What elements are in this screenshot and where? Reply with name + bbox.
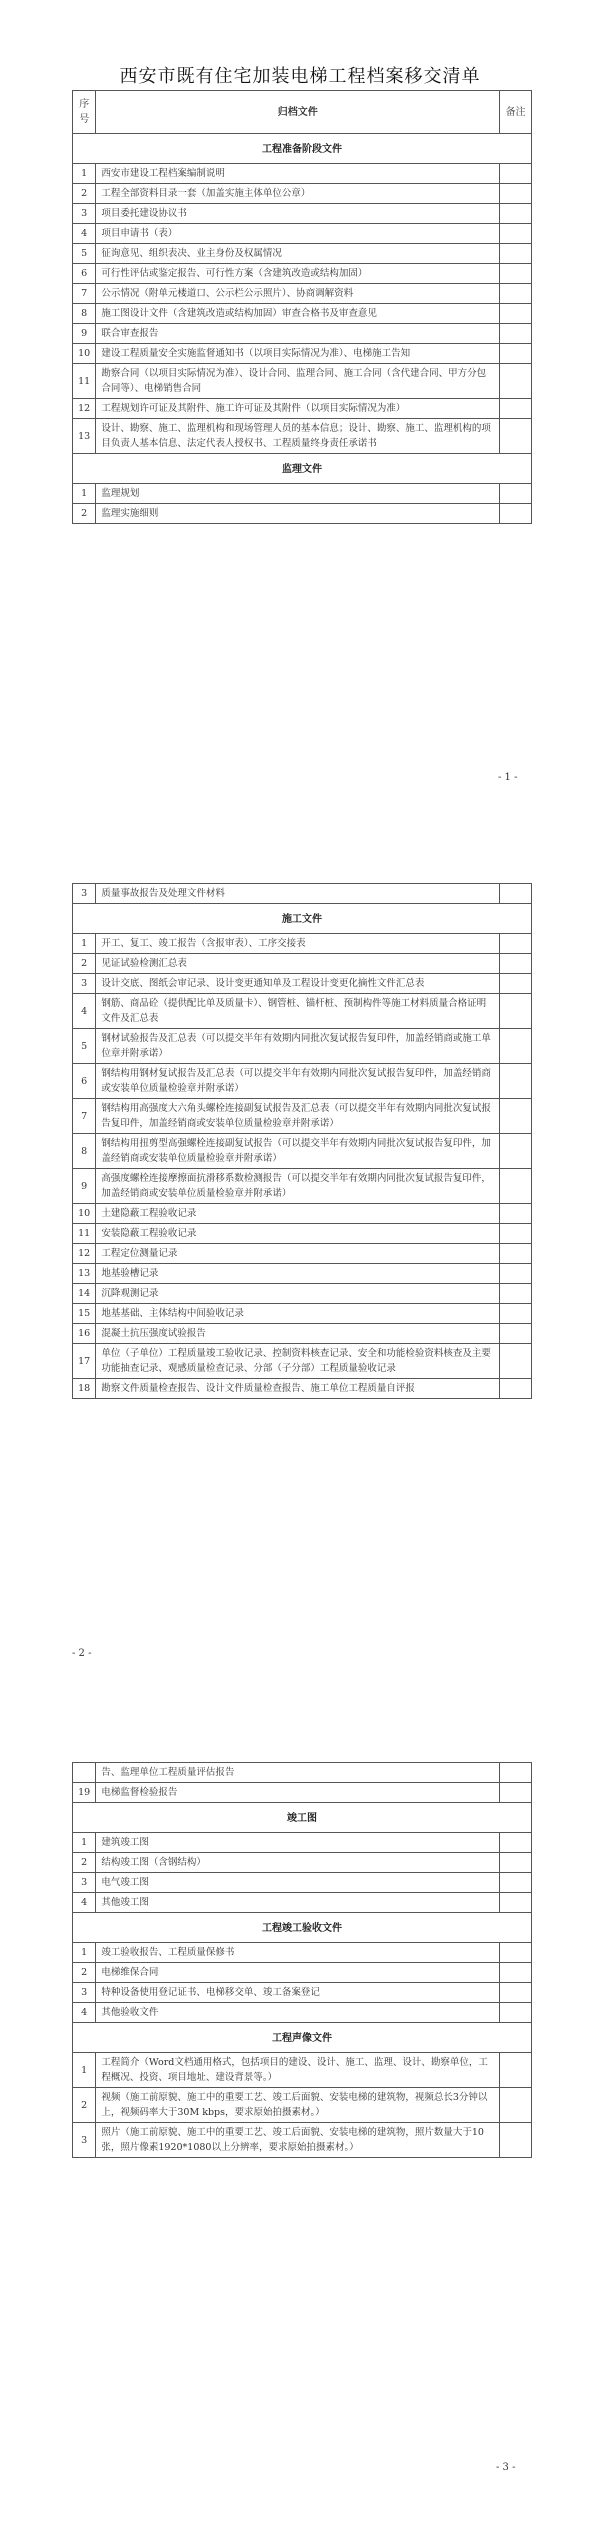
table-row xyxy=(73,884,532,904)
row-remark xyxy=(500,1943,532,1963)
row-file-text: 特种设备使用登记证书、电梯移交单、竣工备案登记 xyxy=(96,1983,500,2003)
table-row xyxy=(73,2053,532,2088)
row-number: 3 xyxy=(73,204,96,224)
row-number: 13 xyxy=(73,1264,96,1284)
row-remark xyxy=(500,419,532,454)
row-remark xyxy=(500,484,532,504)
row-number: 14 xyxy=(73,1284,96,1304)
table-row xyxy=(73,244,532,264)
row-remark xyxy=(500,2003,532,2023)
row-file-text: 设计交底、图纸会审记录、设计变更通知单及工程设计变更化摘性文件汇总表 xyxy=(96,974,500,994)
row-number xyxy=(73,1763,96,1783)
table-row xyxy=(73,504,532,524)
table-row xyxy=(73,1169,532,1204)
row-file-text: 监理规划 xyxy=(96,484,500,504)
row-number: 4 xyxy=(73,2003,96,2023)
row-remark xyxy=(500,2123,532,2158)
row-file-text: 地基基础、主体结构中间验收记录 xyxy=(96,1304,500,1324)
row-number: 5 xyxy=(73,244,96,264)
row-number: 5 xyxy=(73,1029,96,1064)
row-file-text: 其他竣工图 xyxy=(96,1893,500,1913)
table-row xyxy=(73,1224,532,1244)
row-file-text: 建设工程质量安全实施监督通知书（以项目实际情况为准）、电梯施工告知 xyxy=(96,344,500,364)
row-remark xyxy=(500,364,532,399)
row-number: 9 xyxy=(73,324,96,344)
row-number: 1 xyxy=(73,164,96,184)
row-remark xyxy=(500,954,532,974)
row-remark xyxy=(500,204,532,224)
row-remark xyxy=(500,324,532,344)
page-2-table-wrap xyxy=(72,883,532,1399)
section-title: 工程声像文件 xyxy=(73,2023,532,2053)
table-row xyxy=(73,1833,532,1853)
table-row xyxy=(73,1983,532,2003)
row-number: 10 xyxy=(73,1204,96,1224)
row-file-text: 工程简介（Word文档通用格式，包括项目的建设、设计、施工、监理、设计、勘察单位，工程概况、投资、项目地址、建设背景等。） xyxy=(96,2053,500,2088)
row-number: 4 xyxy=(73,1893,96,1913)
row-file-text: 见证试验检测汇总表 xyxy=(96,954,500,974)
row-file-text: 设计、勘察、施工、监理机构和现场管理人员的基本信息；设计、勘察、施工、监理机构的项目负责人基本信息、法定代表人授权书、工程质量终身责任承诺书 xyxy=(96,419,500,454)
row-number: 1 xyxy=(73,484,96,504)
row-remark xyxy=(500,504,532,524)
row-file-text: 土建隐蔽工程验收记录 xyxy=(96,1204,500,1224)
row-remark xyxy=(500,1099,532,1134)
row-remark xyxy=(500,264,532,284)
row-file-text: 钢结构用钢材复试报告及汇总表（可以提交半年有效期内同批次复试报告复印件，加盖经销商或安装单位质量检验章并附承诺） xyxy=(96,1064,500,1099)
row-file-text: 可行性评估或鉴定报告、可行性方案（含建筑改造或结构加固） xyxy=(96,264,500,284)
row-number: 1 xyxy=(73,934,96,954)
row-number: 2 xyxy=(73,184,96,204)
row-remark xyxy=(500,1324,532,1344)
table-row xyxy=(73,1873,532,1893)
page-number-3: - 3 - xyxy=(496,2462,516,2473)
row-number: 2 xyxy=(73,1853,96,1873)
row-file-text: 开工、复工、竣工报告（含报审表）、工序交接表 xyxy=(96,934,500,954)
row-remark xyxy=(500,399,532,419)
section-title: 工程竣工验收文件 xyxy=(73,1913,532,1943)
row-file-text: 西安市建设工程档案编制说明 xyxy=(96,164,500,184)
table-row xyxy=(73,224,532,244)
row-file-text: 电气竣工图 xyxy=(96,1873,500,1893)
row-remark xyxy=(500,1169,532,1204)
row-number: 12 xyxy=(73,1244,96,1264)
row-file-text: 勘察合同（以项目实际情况为准）、设计合同、监理合同、施工合同（含代建合同、甲方分包合同等）、电梯销售合同 xyxy=(96,364,500,399)
row-remark xyxy=(500,1983,532,2003)
row-file-text: 视频（施工前原貌、施工中的重要工艺、竣工后面貌、安装电梯的建筑物，视频总长3分钟以上，视频码率大于30M kbps，要求原始拍摄素材。） xyxy=(96,2088,500,2123)
section-header-row xyxy=(73,1913,532,1943)
row-number: 1 xyxy=(73,1943,96,1963)
row-remark xyxy=(500,1064,532,1099)
row-remark xyxy=(500,934,532,954)
row-remark xyxy=(500,1833,532,1853)
table-row xyxy=(73,164,532,184)
row-number: 3 xyxy=(73,2123,96,2158)
table-row xyxy=(73,304,532,324)
row-file-text: 电梯维保合同 xyxy=(96,1963,500,1983)
section-title: 工程准备阶段文件 xyxy=(73,134,532,164)
row-number: 3 xyxy=(73,1983,96,2003)
table-row xyxy=(73,1943,532,1963)
header-no: 序号 xyxy=(73,91,96,134)
page-1-table-wrap xyxy=(72,90,532,524)
row-file-text: 其他验收文件 xyxy=(96,2003,500,2023)
section-header-row xyxy=(73,134,532,164)
table-row xyxy=(73,974,532,994)
table-row xyxy=(73,1264,532,1284)
table-row xyxy=(73,1244,532,1264)
row-remark xyxy=(500,1873,532,1893)
row-remark xyxy=(500,1029,532,1064)
row-file-text: 工程规划许可证及其附件、施工许可证及其附件（以项目实际情况为准） xyxy=(96,399,500,419)
row-remark xyxy=(500,2053,532,2088)
row-remark xyxy=(500,994,532,1029)
row-file-text: 工程全部资料目录一套（加盖实施主体单位公章） xyxy=(96,184,500,204)
row-number: 6 xyxy=(73,264,96,284)
row-remark xyxy=(500,244,532,264)
table-row xyxy=(73,1304,532,1324)
table-row xyxy=(73,1204,532,1224)
section-header-row xyxy=(73,1803,532,1833)
table-header-row xyxy=(73,91,532,134)
row-remark xyxy=(500,1224,532,1244)
row-number: 1 xyxy=(73,1833,96,1853)
row-number: 8 xyxy=(73,304,96,324)
table-row xyxy=(73,1064,532,1099)
row-remark xyxy=(500,1344,532,1379)
table-row xyxy=(73,204,532,224)
row-remark xyxy=(500,184,532,204)
row-file-text: 单位（子单位）工程质量竣工验收记录、控制资料核查记录、安全和功能检验资料核查及主要功能抽查记录、观感质量检查记录、分部（子分部）工程质量验收记录 xyxy=(96,1344,500,1379)
row-number: 11 xyxy=(73,364,96,399)
row-number: 12 xyxy=(73,399,96,419)
row-number: 7 xyxy=(73,284,96,304)
table-row xyxy=(73,1134,532,1169)
table-row xyxy=(73,1284,532,1304)
table-row xyxy=(73,399,532,419)
table-row xyxy=(73,484,532,504)
table-row xyxy=(73,994,532,1029)
row-file-text: 安装隐蔽工程验收记录 xyxy=(96,1224,500,1244)
row-file-text: 钢结构用扭剪型高强螺栓连接副复试报告（可以提交半年有效期内同批次复试报告复印件，加盖经销商或安装单位质量检验章并附承诺） xyxy=(96,1134,500,1169)
page-3-table-wrap xyxy=(72,1762,532,2158)
row-number: 16 xyxy=(73,1324,96,1344)
row-file-text: 监理实施细则 xyxy=(96,504,500,524)
row-file-text: 联合审查报告 xyxy=(96,324,500,344)
row-file-text: 沉降观测记录 xyxy=(96,1284,500,1304)
row-remark xyxy=(500,1893,532,1913)
row-file-text: 竣工验收报告、工程质量保修书 xyxy=(96,1943,500,1963)
row-remark xyxy=(500,884,532,904)
row-file-text: 电梯监督检验报告 xyxy=(96,1783,500,1803)
row-remark xyxy=(500,1853,532,1873)
section-header-row xyxy=(73,454,532,484)
section-header-row xyxy=(73,904,532,934)
row-remark xyxy=(500,164,532,184)
table-row xyxy=(73,284,532,304)
table-row xyxy=(73,1963,532,1983)
page-number-2: - 2 - xyxy=(72,1648,92,1659)
table-row xyxy=(73,1893,532,1913)
row-file-text: 征询意见、组织表决、业主身份及权属情况 xyxy=(96,244,500,264)
row-number: 2 xyxy=(73,2088,96,2123)
table-row xyxy=(73,2088,532,2123)
page-number-1: - 1 - xyxy=(498,772,518,783)
row-file-text: 建筑竣工图 xyxy=(96,1833,500,1853)
row-number: 4 xyxy=(73,994,96,1029)
row-file-text: 工程定位测量记录 xyxy=(96,1244,500,1264)
row-remark xyxy=(500,224,532,244)
table-row xyxy=(73,1324,532,1344)
row-file-text: 质量事故报告及处理文件材料 xyxy=(96,884,500,904)
row-file-text: 地基验槽记录 xyxy=(96,1264,500,1284)
row-file-text: 施工图设计文件（含建筑改造或结构加固）审查合格书及审查意见 xyxy=(96,304,500,324)
row-remark xyxy=(500,1264,532,1284)
row-file-text: 项目申请书（表） xyxy=(96,224,500,244)
row-remark xyxy=(500,1379,532,1399)
row-remark xyxy=(500,1284,532,1304)
row-number: 19 xyxy=(73,1783,96,1803)
document-title: 西安市既有住宅加装电梯工程档案移交清单 xyxy=(119,66,481,87)
table-row xyxy=(73,344,532,364)
row-remark xyxy=(500,974,532,994)
row-remark xyxy=(500,1134,532,1169)
section-title: 施工文件 xyxy=(73,904,532,934)
header-remark: 备注 xyxy=(500,91,532,134)
row-file-text: 照片（施工前原貌、施工中的重要工艺、竣工后面貌、安装电梯的建筑物，照片数量大于10张，照片像素1920*1080以上分辨率，要求原始拍摄素材。） xyxy=(96,2123,500,2158)
row-file-text: 勘察文件质量检查报告、设计文件质量检查报告、施工单位工程质量自评报 xyxy=(96,1379,500,1399)
table-row xyxy=(73,324,532,344)
row-file-text: 混凝土抗压强度试验报告 xyxy=(96,1324,500,1344)
page3-archive-table xyxy=(72,1762,532,2158)
table-row xyxy=(73,2123,532,2158)
row-number: 3 xyxy=(73,884,96,904)
row-file-text: 告、监理单位工程质量评估报告 xyxy=(96,1763,500,1783)
page1-archive-table xyxy=(72,90,532,524)
section-title: 监理文件 xyxy=(73,454,532,484)
table-row xyxy=(73,1783,532,1803)
row-file-text: 钢材试验报告及汇总表（可以提交半年有效期内同批次复试报告复印件，加盖经销商或施工单位章并附承诺） xyxy=(96,1029,500,1064)
row-number: 17 xyxy=(73,1344,96,1379)
row-file-text: 结构竣工图（含钢结构） xyxy=(96,1853,500,1873)
row-remark xyxy=(500,344,532,364)
row-file-text: 钢结构用高强度大六角头螺栓连接副复试报告及汇总表（可以提交半年有效期内同批次复试报告复印件，加盖经销商或安装单位质量检验章并附承诺） xyxy=(96,1099,500,1134)
row-remark xyxy=(500,1783,532,1803)
row-number: 1 xyxy=(73,2053,96,2088)
table-row xyxy=(73,1344,532,1379)
row-number: 7 xyxy=(73,1099,96,1134)
section-header-row xyxy=(73,2023,532,2053)
section-title: 竣工图 xyxy=(73,1803,532,1833)
row-number: 13 xyxy=(73,419,96,454)
table-row xyxy=(73,1099,532,1134)
row-number: 9 xyxy=(73,1169,96,1204)
row-remark xyxy=(500,1204,532,1224)
row-number: 4 xyxy=(73,224,96,244)
table-row xyxy=(73,364,532,399)
row-file-text: 钢筋、商品砼（提供配比单及质量卡）、钢管桩、锚杆桩、预制构件等施工材料质量合格证明文件及汇总表 xyxy=(96,994,500,1029)
row-remark xyxy=(500,1763,532,1783)
row-number: 3 xyxy=(73,1873,96,1893)
row-remark xyxy=(500,304,532,324)
row-remark xyxy=(500,284,532,304)
row-remark xyxy=(500,1304,532,1324)
row-number: 2 xyxy=(73,954,96,974)
table-row xyxy=(73,1379,532,1399)
table-row xyxy=(73,954,532,974)
row-number: 3 xyxy=(73,974,96,994)
table-row xyxy=(73,2003,532,2023)
row-number: 18 xyxy=(73,1379,96,1399)
row-remark xyxy=(500,1963,532,1983)
table-row xyxy=(73,1029,532,1064)
header-file: 归档文件 xyxy=(96,91,500,134)
row-number: 11 xyxy=(73,1224,96,1244)
row-number: 15 xyxy=(73,1304,96,1324)
row-number: 10 xyxy=(73,344,96,364)
row-number: 2 xyxy=(73,1963,96,1983)
table-row xyxy=(73,419,532,454)
table-row xyxy=(73,1853,532,1873)
row-file-text: 项目委托建设协议书 xyxy=(96,204,500,224)
table-row xyxy=(73,934,532,954)
table-row xyxy=(73,184,532,204)
row-remark xyxy=(500,1244,532,1264)
row-number: 6 xyxy=(73,1064,96,1099)
row-number: 2 xyxy=(73,504,96,524)
table-row xyxy=(73,1763,532,1783)
row-remark xyxy=(500,2088,532,2123)
row-file-text: 公示情况（附单元楼道口、公示栏公示照片）、协商调解资料 xyxy=(96,284,500,304)
row-number: 8 xyxy=(73,1134,96,1169)
row-file-text: 高强度螺栓连接摩擦面抗滑移系数检测报告（可以提交半年有效期内同批次复试报告复印件，加盖经销商或安装单位质量检验章并附承诺） xyxy=(96,1169,500,1204)
table-row xyxy=(73,264,532,284)
page2-archive-table xyxy=(72,883,532,1399)
